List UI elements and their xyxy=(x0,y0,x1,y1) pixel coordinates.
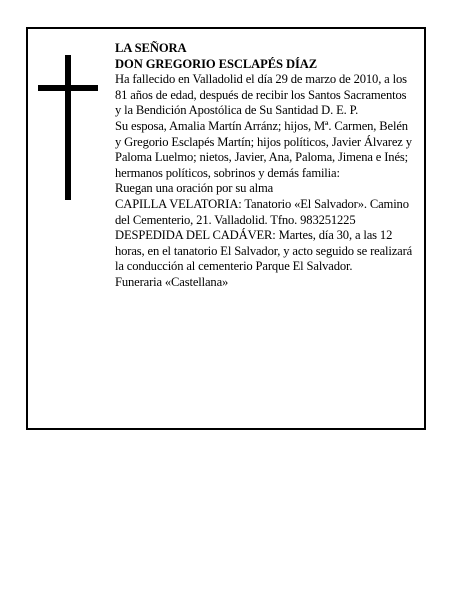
chapel-info: CAPILLA VELATORIA: Tanatorio «El Salvador». Camino del Cementerio, 21. Valladolid. Tfno. 983251225 xyxy=(115,196,409,227)
obituary-notice xyxy=(26,27,426,430)
family-members: Su esposa, Amalia Martín Arránz; hijos, Mª. Carmen, Belén y Gregorio Esclapés Martín; hijos políticos, Javier Álvarez y Paloma Luelmo; nietos, Javier, Ana, Paloma, Jimena e Inés; hermanos políticos, sobrinos y demás familia: xyxy=(115,118,412,180)
prayer-request: Ruegan una oración por su alma xyxy=(115,181,274,196)
cross-icon xyxy=(38,55,98,200)
death-announcement: Ha fallecido en Valladolid el día 29 de marzo de 2010, a los 81 años de edad, después de recibir los Santos Sacramentos y la Bendición Apostólica de Su Santidad D. E. P. xyxy=(115,72,407,118)
funeral-home: Funeraria «Castellana» xyxy=(115,274,229,289)
cross-horizontal-bar xyxy=(38,85,98,91)
farewell-info: DESPEDIDA DEL CADÁVER: Martes, día 30, a las 12 horas, en el tanatorio El Salvador, y acto seguido se realizará la conducción al cementerio Parque El Salvador. xyxy=(115,228,413,274)
cross-vertical-bar xyxy=(65,55,71,200)
notice-title: LA SEÑORA xyxy=(115,41,187,55)
deceased-name: DON GREGORIO ESCLAPÉS DÍAZ xyxy=(115,56,318,71)
notice-text xyxy=(115,41,415,291)
